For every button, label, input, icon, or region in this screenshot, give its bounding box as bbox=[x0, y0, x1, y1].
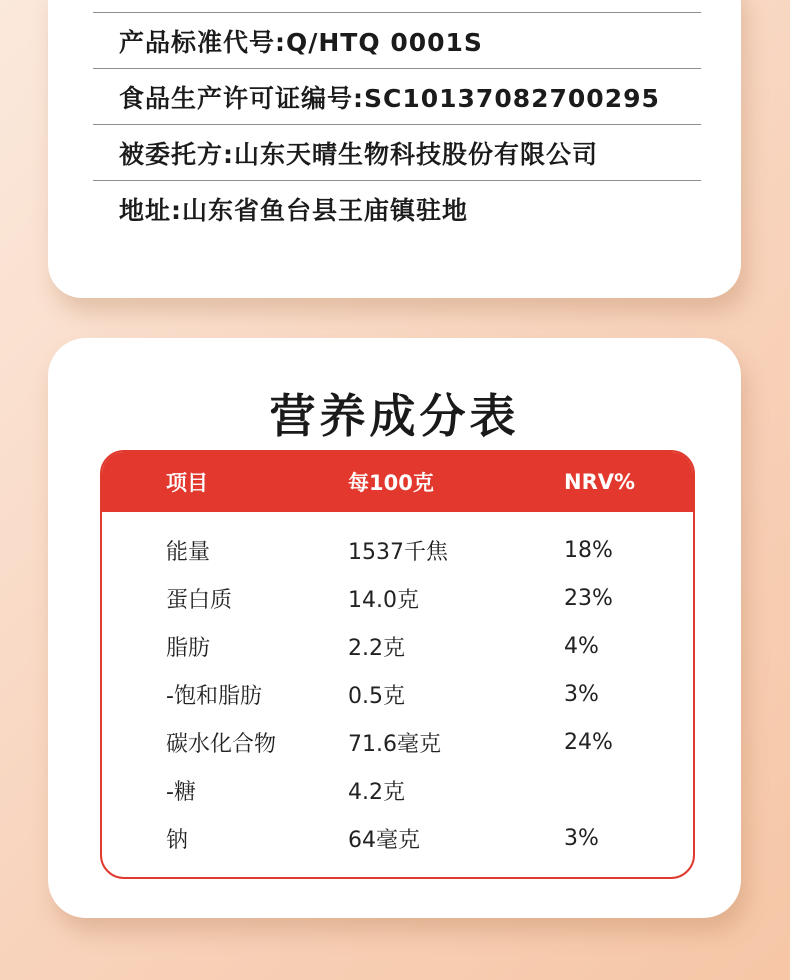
row-value: 4.2克 bbox=[348, 779, 405, 805]
table-row bbox=[102, 766, 693, 814]
nutrition-table-header bbox=[102, 452, 693, 512]
production-license-number-text: 食品生产许可证编号:SC10137082700295 bbox=[119, 83, 660, 113]
row-value: 64毫克 bbox=[348, 827, 420, 853]
row-item: -饱和脂肪 bbox=[166, 683, 262, 709]
nutrition-table-body bbox=[102, 512, 693, 862]
header-item: 项目 bbox=[166, 471, 208, 495]
table-row bbox=[102, 718, 693, 766]
table-row bbox=[102, 622, 693, 670]
row-value: 14.0克 bbox=[348, 587, 419, 613]
entrusted-party bbox=[93, 125, 701, 181]
row-value: 1537千焦 bbox=[348, 539, 448, 565]
nutrition-title: 营养成分表 bbox=[269, 389, 520, 443]
production-license-number bbox=[93, 69, 701, 125]
row-item: 蛋白质 bbox=[166, 587, 233, 613]
row-nrv: 3% bbox=[564, 825, 599, 851]
nutrition-card bbox=[48, 338, 741, 918]
product-standard-code-text: 产品标准代号:Q/HTQ 0001S bbox=[119, 27, 483, 57]
row-nrv: 23% bbox=[564, 585, 613, 611]
address-text: 地址:山东省鱼台县王庙镇驻地 bbox=[119, 195, 468, 225]
row-nrv: 4% bbox=[564, 633, 599, 659]
product-info-card bbox=[48, 0, 741, 298]
address bbox=[93, 181, 701, 236]
entrusted-party-text: 被委托方:山东天晴生物科技股份有限公司 bbox=[119, 139, 598, 169]
nutrition-table bbox=[100, 450, 695, 879]
row-item: 能量 bbox=[166, 539, 211, 565]
row-nrv: 3% bbox=[564, 681, 599, 707]
table-row bbox=[102, 526, 693, 574]
row-nrv: 18% bbox=[564, 537, 613, 563]
table-row bbox=[102, 574, 693, 622]
table-row bbox=[102, 814, 693, 862]
row-item: 脂肪 bbox=[166, 635, 211, 661]
product-standard-code bbox=[93, 13, 701, 69]
row-item: -糖 bbox=[166, 779, 196, 805]
row-item: 钠 bbox=[166, 827, 189, 853]
row-nrv: 24% bbox=[564, 729, 613, 755]
product-info-list bbox=[93, 12, 701, 236]
row-value: 0.5克 bbox=[348, 683, 405, 709]
table-row bbox=[102, 670, 693, 718]
row-item: 碳水化合物 bbox=[166, 731, 277, 757]
header-per-100g: 每100克 bbox=[348, 471, 434, 495]
header-nrv: NRV% bbox=[564, 470, 636, 494]
row-value: 71.6毫克 bbox=[348, 731, 441, 757]
row-value: 2.2克 bbox=[348, 635, 405, 661]
